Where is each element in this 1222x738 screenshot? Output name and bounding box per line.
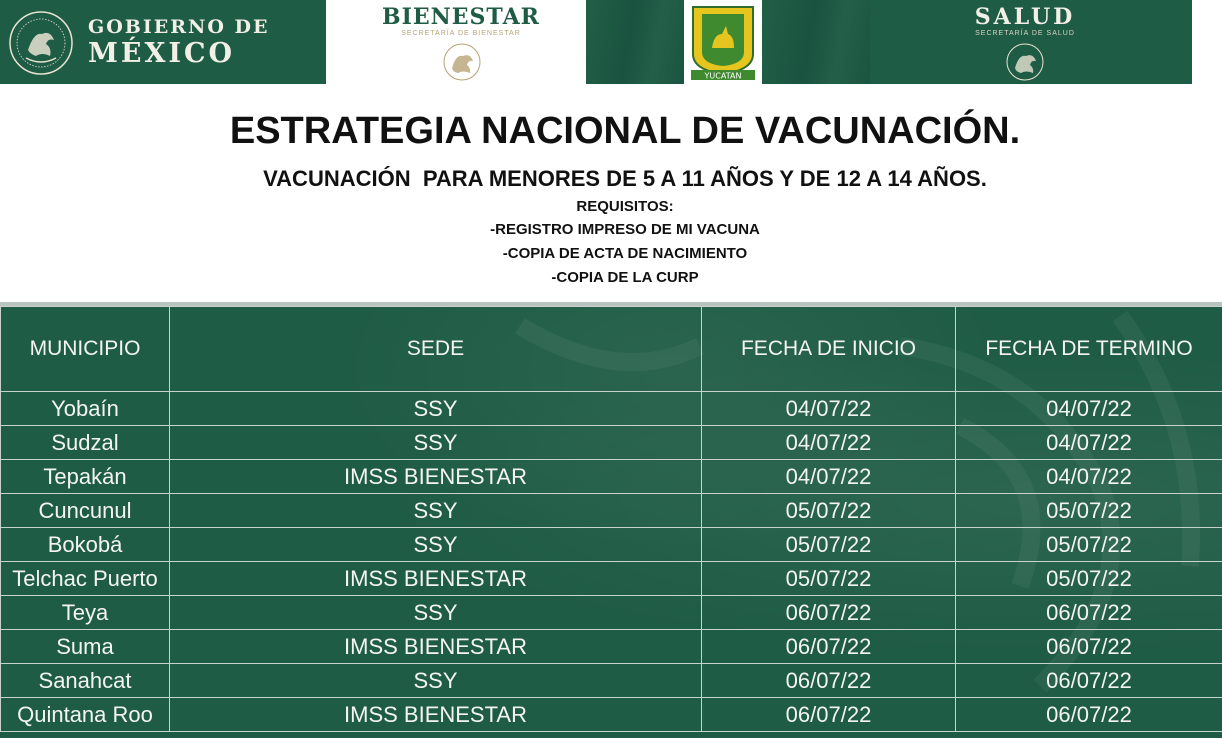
cell-municipio: Sudzal xyxy=(1,426,170,460)
cell-sede: IMSS BIENESTAR xyxy=(170,562,702,596)
banner-end xyxy=(1192,0,1222,84)
cell-municipio: Sanahcat xyxy=(1,664,170,698)
cell-sede: SSY xyxy=(170,392,702,426)
cell-sede: IMSS BIENESTAR xyxy=(170,460,702,494)
yucatan-shield-icon xyxy=(688,4,758,82)
table-row xyxy=(1,562,1222,596)
cell-fecha-inicio: 05/07/22 xyxy=(702,494,956,528)
salud-title: SALUD xyxy=(974,4,1076,30)
cell-fecha-termino: 04/07/22 xyxy=(956,392,1222,426)
bienestar-subtitle: SECRETARÍA DE BIENESTAR xyxy=(401,30,521,37)
cell-fecha-inicio: 06/07/22 xyxy=(702,698,956,732)
schedule-table xyxy=(0,306,1222,732)
gobierno-line2: MÉXICO xyxy=(88,38,236,69)
requisito-item: -REGISTRO IMPRESO DE MI VACUNA xyxy=(490,221,760,238)
cell-fecha-inicio: 05/07/22 xyxy=(702,528,956,562)
header-banner xyxy=(0,0,1222,84)
cell-municipio: Bokobá xyxy=(1,528,170,562)
requisito-item: -COPIA DE LA CURP xyxy=(551,269,699,286)
bienestar-seal-icon xyxy=(430,40,494,82)
main-title: ESTRATEGIA NACIONAL DE VACUNACIÓN. xyxy=(229,110,1021,152)
cell-fecha-termino: 05/07/22 xyxy=(956,562,1222,596)
table-header-row xyxy=(1,307,1222,392)
cell-fecha-termino: 06/07/22 xyxy=(956,630,1222,664)
header-fecha-inicio: FECHA DE INICIO xyxy=(702,307,956,392)
mexico-seal-icon xyxy=(8,10,74,76)
cell-municipio: Quintana Roo xyxy=(1,698,170,732)
cell-municipio: Cuncunul xyxy=(1,494,170,528)
schedule-table-panel xyxy=(0,306,1222,738)
cell-fecha-inicio: 06/07/22 xyxy=(702,664,956,698)
cell-fecha-inicio: 04/07/22 xyxy=(702,392,956,426)
cell-fecha-termino: 05/07/22 xyxy=(956,494,1222,528)
table-row xyxy=(1,392,1222,426)
cell-sede: SSY xyxy=(170,596,702,630)
cell-fecha-termino: 04/07/22 xyxy=(956,460,1222,494)
cell-fecha-inicio: 06/07/22 xyxy=(702,630,956,664)
salud-seal-icon xyxy=(990,40,1060,82)
table-row xyxy=(1,460,1222,494)
cell-fecha-inicio: 06/07/22 xyxy=(702,596,956,630)
cell-fecha-inicio: 04/07/22 xyxy=(702,460,956,494)
cell-sede: IMSS BIENESTAR xyxy=(170,630,702,664)
cell-fecha-termino: 06/07/22 xyxy=(956,596,1222,630)
cell-sede: SSY xyxy=(170,494,702,528)
gobierno-line1: GOBIERNO DE xyxy=(88,16,270,38)
table-row xyxy=(1,596,1222,630)
yucatan-label: YUCATAN xyxy=(704,71,742,81)
cell-municipio: Teya xyxy=(1,596,170,630)
cell-sede: SSY xyxy=(170,528,702,562)
cell-fecha-termino: 05/07/22 xyxy=(956,528,1222,562)
cell-fecha-termino: 04/07/22 xyxy=(956,426,1222,460)
cell-fecha-termino: 06/07/22 xyxy=(956,664,1222,698)
requisitos-label: REQUISITOS: xyxy=(576,198,674,215)
header-sede: SEDE xyxy=(170,307,702,392)
table-row xyxy=(1,664,1222,698)
salud-subtitle: SECRETARÍA DE SALUD xyxy=(975,30,1075,37)
banner-spacer-right xyxy=(762,0,870,84)
requisito-item: -COPIA DE ACTA DE NACIMIENTO xyxy=(502,245,748,262)
table-row xyxy=(1,528,1222,562)
table-row xyxy=(1,494,1222,528)
cell-municipio: Tepakán xyxy=(1,460,170,494)
cell-fecha-termino: 06/07/22 xyxy=(956,698,1222,732)
cell-sede: SSY xyxy=(170,664,702,698)
header-municipio: MUNICIPIO xyxy=(1,307,170,392)
header-fecha-termino: FECHA DE TERMINO xyxy=(956,307,1222,392)
cell-sede: IMSS BIENESTAR xyxy=(170,698,702,732)
cell-municipio: Yobaín xyxy=(1,392,170,426)
title-block xyxy=(0,84,1222,302)
cell-fecha-inicio: 05/07/22 xyxy=(702,562,956,596)
subtitle: VACUNACIÓN PARA MENORES DE 5 A 11 AÑOS Y DE 12 A 14 AÑOS. xyxy=(263,166,987,191)
table-row xyxy=(1,698,1222,732)
bienestar-title: BIENESTAR xyxy=(382,4,540,30)
banner-spacer-left xyxy=(586,0,684,84)
cell-fecha-inicio: 04/07/22 xyxy=(702,426,956,460)
table-row xyxy=(1,630,1222,664)
table-row xyxy=(1,426,1222,460)
cell-sede: SSY xyxy=(170,426,702,460)
cell-municipio: Suma xyxy=(1,630,170,664)
gobierno-wordmark xyxy=(88,18,270,67)
cell-municipio: Telchac Puerto xyxy=(1,562,170,596)
